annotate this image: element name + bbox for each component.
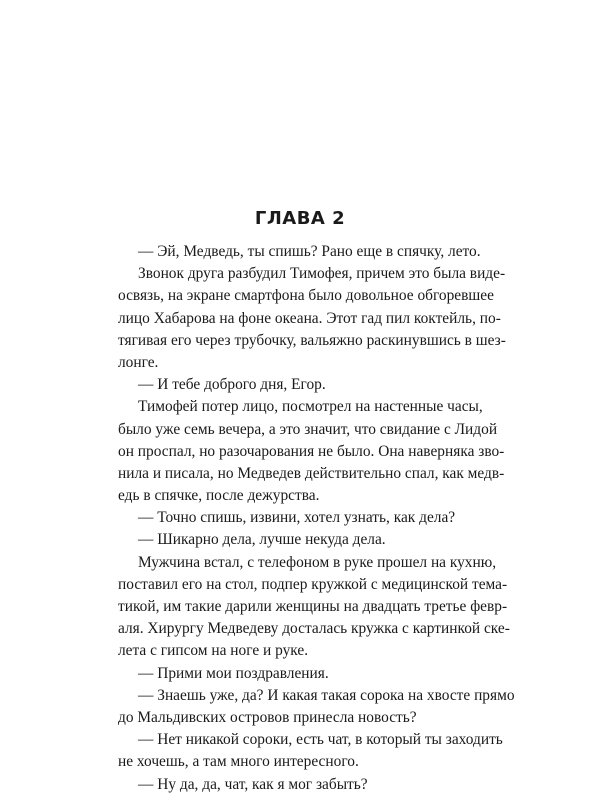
chapter-title: ГЛАВА 2 (254, 208, 346, 229)
text-line: — Нет никакой сороки, есть чат, в который ты заходить (138, 731, 503, 749)
text-line: аля. Хирургу Медведеву досталась кружка с картинкой ске- (118, 620, 510, 638)
text-line: едь в спячке, после дежурства. (118, 487, 320, 505)
text-line: лонге. (118, 353, 159, 371)
text-line: тикой, им такие дарили женщины на двадцать третье февр- (118, 598, 508, 615)
text-line: не хочешь, а там много интересного. (118, 753, 359, 771)
text-line: — И тебе доброго дня, Егор. (138, 376, 326, 394)
text-line: до Мальдивских островов принесла новость? (118, 708, 417, 726)
text-line: поставил его на стол, подпер кружкой с медицинской тема- (118, 575, 508, 593)
text-line: нила и писала, но Медведев действительно спал, как медв- (118, 464, 505, 482)
text-line: Звонок друга разбудил Тимофея, причем это была виде- (138, 265, 506, 283)
text-line: лета с гипсом на ноге и руке. (118, 642, 309, 660)
text-line: тягивая его через трубочку, вальяжно раскинувшись в шез- (118, 331, 506, 349)
text-line: Тимофей потер лицо, посмотрел на настенные часы, (138, 398, 483, 416)
text-line: лицо Хабарова на фоне океана. Этот гад пил коктейль, по- (118, 309, 501, 327)
text-line: — Точно спишь, извини, хотел узнать, как дела? (138, 509, 456, 527)
text-line: — Шикарно дела, лучше некуда дела. (138, 531, 386, 549)
text-line: освязь, на экране смартфона было довольное обгоревшее (118, 287, 494, 305)
chapter-body (118, 241, 515, 796)
text-line: было уже семь вечера, а это значит, что свидание с Лидой (118, 420, 498, 438)
text-line: — Эй, Медведь, ты спишь? Рано еще в спячку, лето. (138, 243, 481, 260)
text-line: — Ну да, да, чат, как я мог забыть? (138, 775, 368, 793)
text-line: Мужчина встал, с телефоном в руке прошел на кухню, (138, 553, 497, 571)
text-line: — Прими мои поздравления. (138, 664, 329, 682)
text-line: он проспал, но разочарования не было. Она наверняка зво- (118, 442, 505, 460)
text-line: — Знаешь уже, да? И какая такая сорока на хвосте прямо (138, 686, 515, 704)
